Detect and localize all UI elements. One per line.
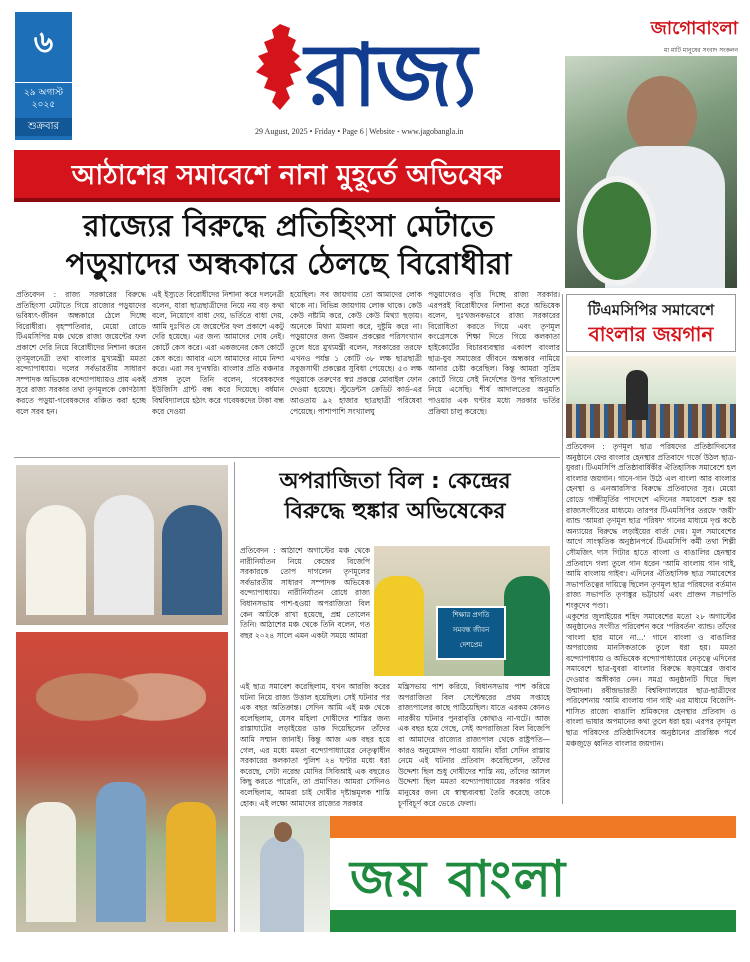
- issue-day: শুক্রবার: [15, 118, 72, 136]
- photo-banner-saffron-strip: [330, 816, 736, 838]
- photo-banner-text: জয় বাংলা: [350, 850, 568, 908]
- west-bengal-map-icon: [250, 22, 312, 114]
- lead-column-3: হয়েছিল। সব জায়গায় তো আমাদের লোক থাকে না। বিভিন্ন জায়গায় লোক থাকে। কেউ কেউ নষ্টামি করে, কেউ কেউ মিথ্যা ছড়ায়। অনেকে মিথ্যা মামলা করে, দুষ্টুমি করে না। পড়ুয়াদের জন্য উন্নয়ন প্রকল্পের পরিসংখ্যান তুলে ধরে মুখ্যমন্ত্রী বলেন, সরকারের তরফে এখনও পর্যন্ত ১ কোটি ৩৮ লক্ষ ছাত্রছাত্রী সবুজসাথী প্রকল্পের সুবিধা পেয়েছে। ৫৩ লক্ষ পড়ুয়াকে তরুণের স্বপ্ন প্রকল্পে মোবাইল ফোন দেওয়া হয়েছে। স্টুডেন্টস ক্রেডিট কার্ড-এর আওতায় ৯২ হাজার ছাত্রছাত্রী পরিষেবা পেয়েছে। পাশাপাশি সংখ্যালঘু: [290, 290, 422, 416]
- photo-placard-board: [436, 606, 506, 660]
- side-body: প্রতিবেদন : তৃণমূল ছাত্র পরিষদের প্রতিষ্ঠাদিবসের অনুষ্ঠানে ফের বাংলার হেনস্থার প্রতিবাদে গর্জে উঠল ছাত্র-যুবরা। টিএমসিপি প্রতিষ্ঠাবার্ষিকীর ঐতিহাসিক সমাবেশে হল বাংলার জয়গান। গানে-গান উঠে এল বাংলা আর বাংলার হেনস্থা ও এনআরসি'র বিরুদ্ধে প্রতিবাদের সুর। মেয়ো রোডে গান্ধীমূর্তির পাদদেশে এদিনের সমাবেশে শুরু হয় রাজ্যসংগীতের মাধ্যমে। তারপর টিএমসিপির তরফে 'জয়ী' ব্যান্ড 'আমরা তৃণমূল ছাত্র পরিষদ' গানের মাধ্যমে দৃপ্ত কণ্ঠে অন্যায়ের বিরুদ্ধে লড়াইয়ের বার্তা দেয়। মূল সমাবেশের আগে সাংস্কৃতিক অনুষ্ঠানপর্বে টিএমসিপি কর্মী তথা শিল্পী সৌমজিৎ দাস গিটার হাতে বাংলা ও বাঙালির হেনস্থার প্রতিবাদে গলা তুলে গান ধরেন 'আমি বাংলায় গান গাই, আমি বাংলায় গাইব'। এদিনের ঐতিহাসিক ছাত্র সমাবেশের সভাপতিত্বের দায়িত্বে ছিলেন তৃণমূল ছাত্র পরিষদের বর্তমান রাজ্য সভাপতি তৃণাঙ্কুর ভট্টাচার্য এবং প্রাক্তন সভাপতি শংকুদেব পণ্ডা। একুশের জুলাইয়ের শহিদ সমাবেশের মতো ২৮ অগাস্টের অনুষ্ঠানেও সংগীত পরিবেশন করে 'পরিবর্তন' ব্যান্ড। তাঁদের 'বাংলা হার মানে না...' গানে বাংলা ও বাঙালির অপরাজেয় মানসিকতাকে তুলে ধরা হয়। মমতা বন্দ্যোপাধ্যায় ও অভিষেক বন্দ্যোপাধ্যায়ের নেতৃত্বে এদিনের সমাবেশে ছাত্র-যুবরা বাংলার বিরুদ্ধে ষড়যন্ত্রের জবাব দেওয়ার অঙ্গীকার নেন। সমগ্র অনুষ্ঠানটি ঘিরে ছিল উন্মাদনা। রবীন্দ্রভারতী বিশ্ববিদ্যালয়ের ছাত্র-ছাত্রীদের পরিবেশনায় 'আমি বাংলায় গান গাই' এর মাধ্যমে বিজেপি-শাসিত রাজ্যে বাঙালি শ্রমিকদের হেনস্থার প্রতিবাদ ও বাংলা ভাষার অপমানের কথা তুলে ধরা হয়। এরপর তৃণমূল ছাত্র পরিষদের প্রতিষ্ঠাদিবসের অনুষ্ঠানের প্রারম্ভিক পর্বে মঞ্চজুড়ে ধ্বনিত বাংলার জয়গান।: [566, 442, 736, 748]
- lead-headline-line1: রাজ্যের বিরুদ্ধে প্রতিহিংসা মেটাতে: [83, 209, 494, 244]
- second-column-3: মন্ত্রিসভায় পাশ করিয়ে, বিধানসভায় পাশ করিয়ে অপরাজিতা বিল সেপ্টেম্বরের প্রথম সপ্তাহে রাজ্যপালের কাছে পাঠিয়েছিল। যাতে এরকম কোনও নারকীয় ঘটনার পুনরাবৃত্তি কোথাও না-ঘটে। আজ এক বছর হয়ে গেছে, সেই অপরাজিতা বিল বিজেপি বা আমাদের রাজ্যের রাজ্যপাল থেকে রাষ্ট্রপতি— কারও অনুমোদন পাওয়া যায়নি। যাঁরা সেদিন রাস্তায় নেমে এই ঘটনার প্রতিবাদ করেছিলেন, তাঁদের উদ্দেশ্য ছিল শুধু দোষীদের শাস্তি নয়, তাঁদের আসল উদ্দেশ্য ছিল মমতা বন্দ্যোপাধ্যায়ের সরকার গরিব মানুষের জন্য যে স্বাস্থ্যব্যবস্থা তৈরি করেছে তাকে চূর্ণবিচূর্ণ করে ভেঙে ফেলা।: [398, 682, 550, 808]
- brand-logo: [628, 14, 738, 56]
- second-column-2: এই ছাত্র সমাবেশ করেছিলাম, যখন আরজি করের ঘটনা নিয়ে রাজ্য উত্তাল হয়েছিল। সেই ঘটনার পর এক বছর অতিক্রান্ত। সেদিন আমি এই মঞ্চ থেকে বলেছিলাম, যেসব মহিলা দোষীদের শাস্তির জন্য রাস্তাঘাটের লড়াইয়ের ডাক দিয়েছিলেন তাঁদের আমি সম্মান জানাই। কিন্তু আজ এক বছর হয়ে গেল, এর মধ্যে মমতা বন্দ্যোপাধ্যায়ের নেতৃত্বাধীন সরকারের কলকাতা পুলিশ ২৪ ঘণ্টার মধ্যে ধরা করেছে, সেটা নরেন্দ্র মোদির সিবিআই এক বছরেও কিছু করতে পারেনি, তা প্রমাণিত। আমরা সেদিনও বলেছিলাম, আমরা চাই দোষীর দৃষ্টান্তমূলক শাস্তি হোক। এই লক্ষ্যে আমাদের রাজ্যের সরকার: [240, 682, 390, 808]
- column-divider: [234, 462, 235, 932]
- photo-banner-faces: [36, 642, 206, 752]
- second-headline-line1: অপরাজিতা বিল : কেন্দ্রের: [279, 469, 511, 494]
- photo-placard: [374, 546, 550, 676]
- section-divider: [14, 457, 560, 458]
- photo-figure-white: [26, 802, 76, 922]
- photo-tmcp-rally: [566, 356, 736, 438]
- photo-figure-right: [504, 576, 550, 676]
- photo-speaker: [626, 370, 648, 420]
- page-number: ৬: [33, 25, 54, 60]
- side-headline-line1: টিএমসিপির সমাবেশে: [587, 301, 715, 319]
- photo-wreath: [577, 176, 657, 286]
- masthead-title: রাজ্য: [305, 25, 476, 126]
- issue-date: ২৯ অগাস্ট ২০২৫: [15, 82, 72, 118]
- side-headline: [566, 294, 736, 352]
- side-headline-line2: বাংলার জয়গান: [588, 322, 714, 346]
- lead-column-4: পড়ুয়াদেরও বৃত্তি দিচ্ছে রাজ্য সরকার। এরপরই বিরোধীদের নিশানা করে অভিষেক বলেন, দুঃখজনকভাবে রাজ্য সরকারের বিরোধিতা করতে গিয়ে এবং তৃণমূল কংগ্রেসকে শিক্ষা দিতে গিয়ে কলকাতা হাইকোর্টের বিচারব্যবস্থার একাংশ বাংলার ছাত্র-যুব সমাজের জীবনে অন্ধকার নামিয়ে আনার চেষ্টা করেছিল। কিন্তু আমরা সুপ্রিম কোর্টে গিয়ে সেই নির্দেশের উপর স্থগিতাদেশ নিয়ে এসেছি। শীর্ষ আদালতের অনুমতি পাওয়ার এক ঘণ্টার মধ্যে সরকার ভর্তির প্রক্রিয়া চালু করেছে।: [428, 290, 560, 416]
- photo-figure-left: [374, 576, 424, 676]
- lead-column-2: এই ইস্যুতে বিরোধীদের নিশানা করে দলনেত্রী বলেন, যারা ছাত্রছাত্রীদের নিয়ে নয় বড় কথা বলে, নিয়োগে বাধা দেয়, ভর্তিতে বাধা দেয়, আমি দুঃখিত যে জয়েন্টের ফল প্রকাশে একটু দেরি হয়েছে। এর জন্য আমাদের দোষ নেই। কোর্টে কেস করে। এরা একজনের কেস কোর্টে কেস করে। আবার এসে আমাদের নামে নিন্দা করে। এরা সব দু'নম্বরি। বাংলার প্রতি বঞ্চনার প্রসঙ্গ তুলে তিনি বলেন, গবেষকদের ইউজিসি গ্রান্ট বন্ধ করে দিয়েছে। বর্ধমান বিশ্ববিদ্যালয়ে হঠাৎ করে গবেষকদের টাকা বন্ধ করে দেওয়া: [152, 290, 284, 416]
- second-column-1: প্রতিবেদন : আঠাশে অগাস্টের মঞ্চ থেকে নারীনির্যাতন নিয়ে কেন্দ্রের বিজেপি সরকারকে তোপ দাগলেন তৃণমূলের সর্বভারতীয় সাধারণ সম্পাদক অভিষেক বন্দ্যোপাধ্যায়। নারীনির্যাতন রোধে রাজ্য বিধানসভায় পাশ-হওয়া অপরাজিতা বিল কেন আটকে রাখা হয়েছে, প্রশ্ন তোলেন তিনি। আঠাশের মঞ্চ থেকে তিনি বলেন, গত বছর ২০২৪ সালে এমন একটা সময়ে আমরা: [240, 546, 370, 640]
- placard-text-1: শিক্ষার প্রগতি: [452, 611, 490, 619]
- photo-figure-head: [627, 76, 697, 156]
- second-headline: [240, 467, 550, 527]
- lead-headline: [16, 208, 561, 284]
- second-headline-line2: বিরুদ্ধে হুঙ্কার অভিষেকের: [284, 499, 506, 524]
- lead-headline-line2: পড়ুয়াদের অন্ধকারে ঠেলছে বিরোধীরা: [65, 247, 512, 282]
- photo-figure-yellow: [166, 802, 216, 922]
- placard-text-2: সমবন্ধ জীবন: [452, 626, 490, 634]
- photo-stage-leaders: [16, 465, 228, 625]
- photo-joy-bangla: [240, 816, 736, 932]
- side-column-divider: [562, 294, 563, 804]
- photo-person-3: [162, 505, 222, 615]
- photo-person-1: [26, 505, 86, 615]
- photo-speaker-podium: [260, 836, 304, 932]
- lead-column-1: প্রতিবেদন : রাজ্য সরকারের বিরুদ্ধে প্রতিহিংসা মেটাতে গিয়ে রাজ্যের পড়ুয়াদের ভবিষ্যৎ-জীবন অন্ধকারে ঠেলে দিচ্ছে বিরোধীরা। বৃহস্পতিবার, মেয়ো রোডে টিএমসিপির মঞ্চ থেকে রাজ্য জয়েন্টের ফল প্রকাশে দেরি নিয়ে বিরোধীদের নিশানা করেন তৃণমূলনেত্রী তথা বাংলার মুখ্যমন্ত্রী মমতা বন্দ্যোপাধ্যায়। দলের সর্বভারতীয় সাধারণ সম্পাদক অভিষেক বন্দ্যোপাধ্যায়ও প্রায় একই সুরে রাজ্য সরকার তথা তৃণমূলকে কোণঠাসা করতে পড়ুয়া-গবেষকদের বঞ্চিত করা হচ্ছে বলে সরব হন।: [16, 290, 146, 416]
- photo-speaker-figure: [96, 782, 146, 922]
- placard-text-3: দেশপ্রেম: [459, 641, 483, 649]
- brand-name: জাগোবাংলা: [650, 18, 738, 39]
- dateline: 29 August, 2025 • Friday • Page 6 | Website - www.jagobangla.in: [255, 127, 464, 136]
- photo-cutout-crowd: [16, 632, 228, 932]
- photo-crowd: [566, 404, 736, 438]
- brand-tagline: মা মাটি মানুষের সংবাদ সংকলন: [663, 47, 738, 54]
- banner-headline: আঠাশের সমাবেশে নানা মুহূর্তে অভিষেক: [14, 150, 560, 202]
- photo-abhishek-wreath: [565, 56, 737, 288]
- photo-speaker-head: [274, 822, 292, 842]
- masthead-logo: [250, 12, 520, 126]
- page-number-box: [15, 12, 72, 140]
- photo-person-2: [94, 495, 154, 615]
